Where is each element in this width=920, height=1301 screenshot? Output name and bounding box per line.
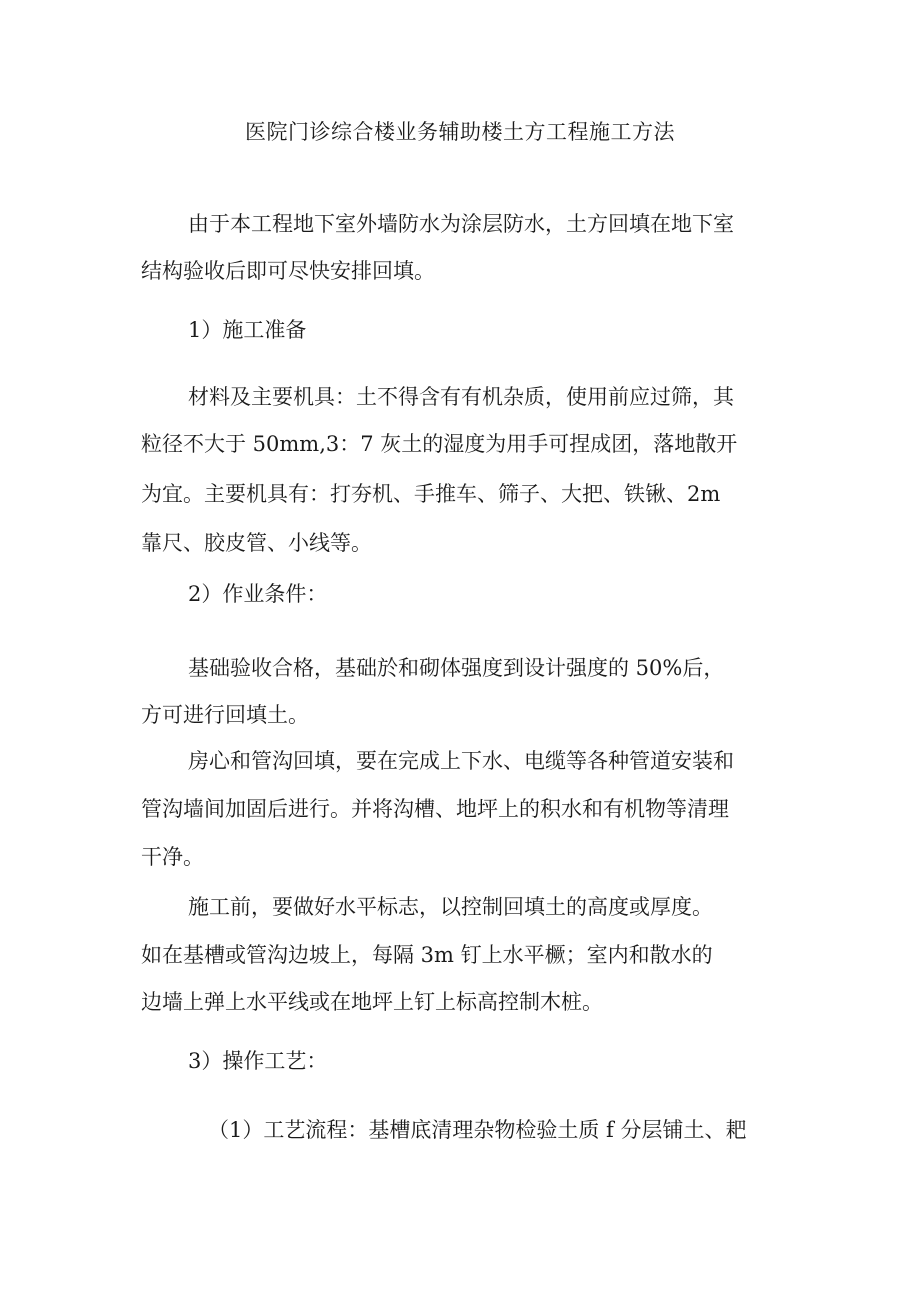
paragraph-line: 如在基槽或管沟边坡上，每隔 3m 钉上水平橛；室内和散水的 <box>141 943 713 967</box>
paragraph-line: 材料及主要机具：土不得含有有机杂质，使用前应过筛，其 <box>188 385 734 409</box>
section-heading: 2）作业条件： <box>188 582 328 606</box>
paragraph-line: 施工前，要做好水平标志，以控制回填土的高度或厚度。 <box>188 895 713 919</box>
section-heading: 3）操作工艺： <box>188 1049 328 1073</box>
paragraph-line: 基础验收合格，基础於和砌体强度到设计强度的 50%后， <box>188 656 725 680</box>
paragraph-line: 结构验收后即可尽快安排回填。 <box>141 259 435 283</box>
paragraph-line: 靠尺、胶皮管、小线等。 <box>141 531 372 555</box>
section-heading: 1）施工准备 <box>188 318 307 342</box>
paragraph-line: 粒径不大于 50mm,3：7 灰土的湿度为用手可捏成团，落地散开 <box>141 432 738 456</box>
paragraph-line: 为宜。主要机具有：打夯机、手推车、筛子、大把、铁锹、2m <box>141 482 721 506</box>
document-title: 医院门诊综合楼业务辅助楼土方工程施工方法 <box>245 120 675 144</box>
paragraph-line: 干净。 <box>141 845 204 869</box>
paragraph-line: 房心和管沟回填，要在完成上下水、电缆等各种管道安装和 <box>188 749 734 773</box>
paragraph-line: （1）工艺流程：基槽底清理杂物检验土质 f 分层铺土、耙 <box>208 1118 747 1142</box>
paragraph-line: 边墙上弹上水平线或在地坪上钉上标高控制木桩。 <box>141 990 603 1014</box>
paragraph-line: 管沟墙间加固后进行。并将沟槽、地坪上的积水和有机物等清理 <box>141 797 729 821</box>
paragraph-line: 由于本工程地下室外墙防水为涂层防水，土方回填在地下室 <box>188 212 734 236</box>
paragraph-line: 方可进行回填土。 <box>141 703 309 727</box>
